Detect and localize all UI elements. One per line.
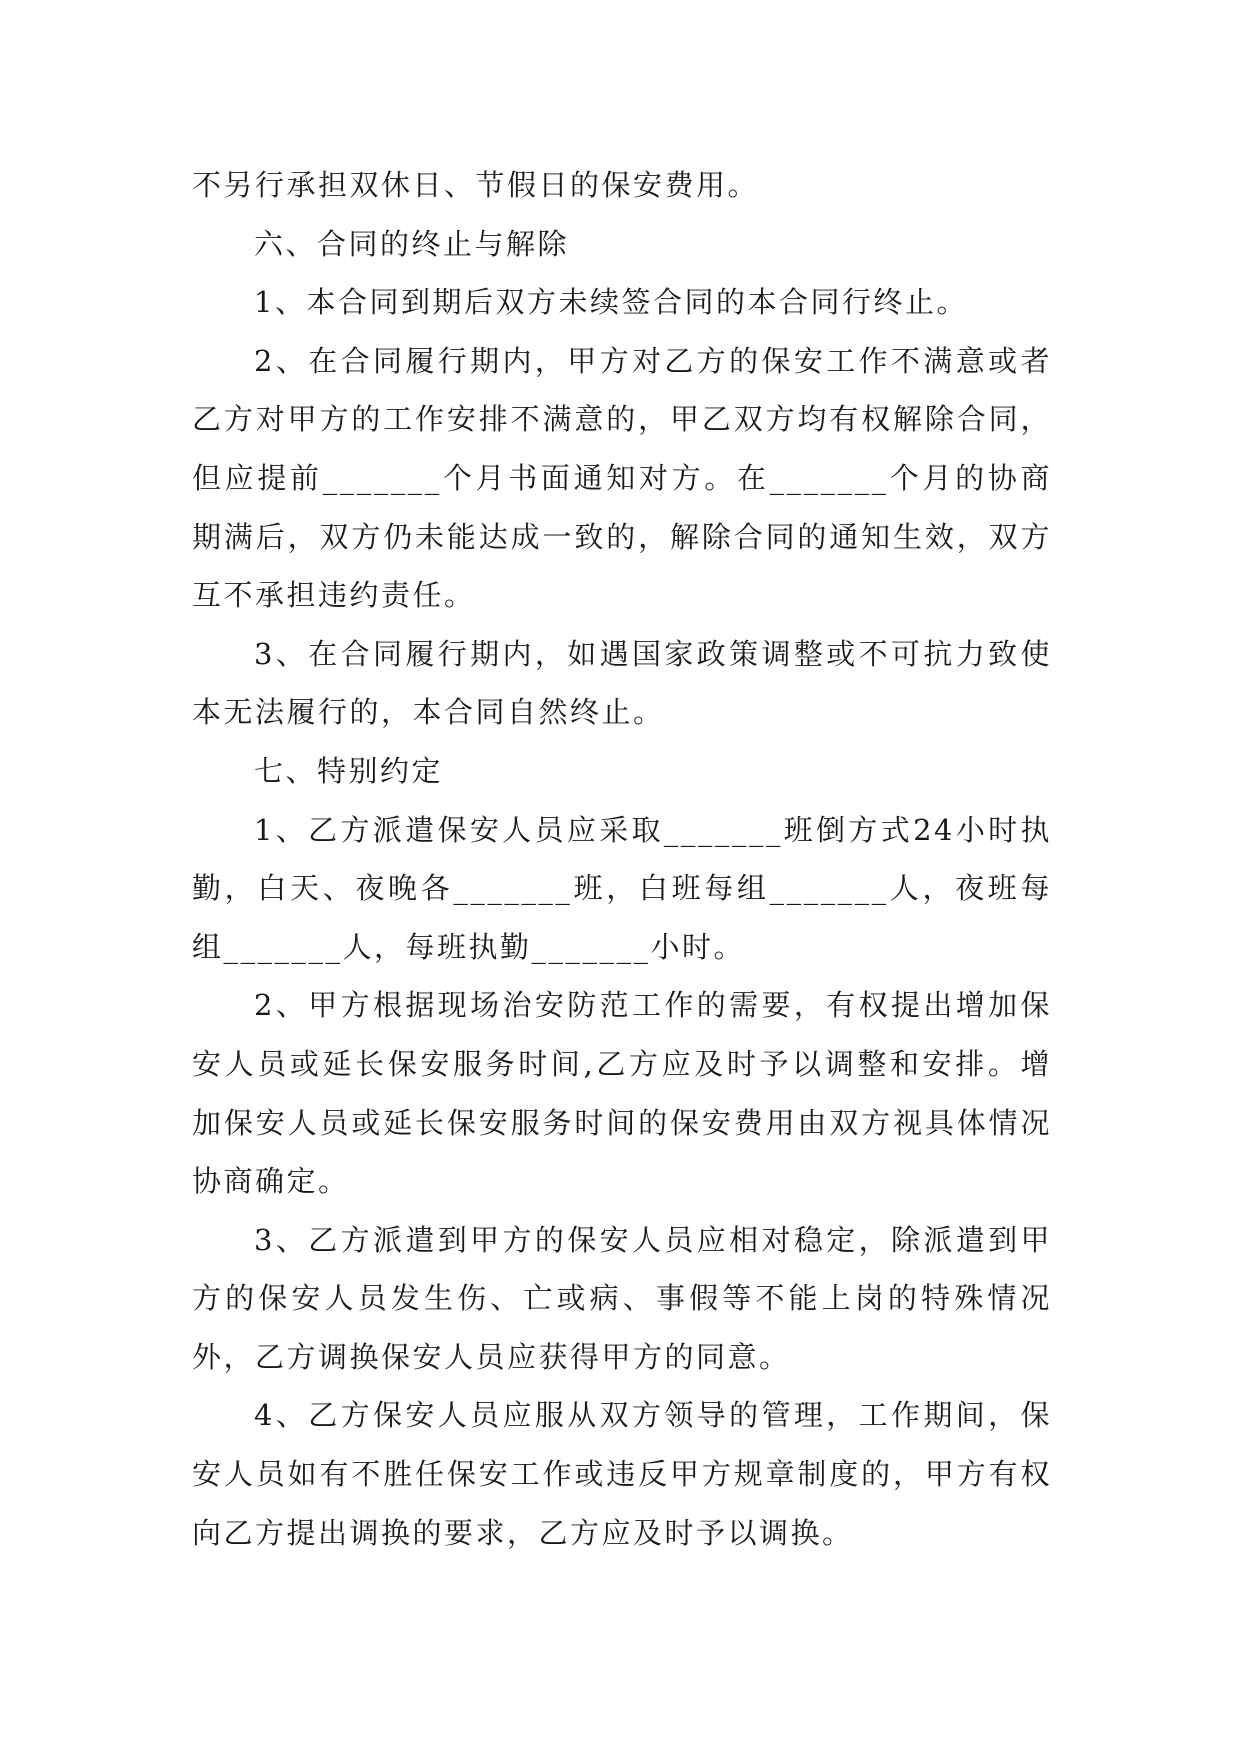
section-heading-special-terms: 七、特别约定 [254,753,444,788]
clause-paragraph: 2、甲方根据现场治安防范工作的需要，有权提出增加保安人员或延长保安服务时间,乙方应及时予以调整和安排。增加保安人员或延长保安服务时间的保安费用由双方视具体情况协商确定。 [192,988,1052,1199]
clause-paragraph: 4、乙方保安人员应服从双方领导的管理，工作期间，保安人员如有不胜任保安工作或违反甲方规章制度的，甲方有权向乙方提出调换的要求，乙方应及时予以调换。 [192,1398,1052,1550]
document-body [192,156,1052,1562]
clause-paragraph: 3、乙方派遣到甲方的保安人员应相对稳定，除派遣到甲方的保安人员发生伤、亡或病、事假等不能上岗的特殊情况外，乙方调换保安人员应获得甲方的同意。 [192,1222,1052,1374]
clause-paragraph: 1、乙方派遣保安人员应采取_______班倒方式24小时执勤，白天、夜晚各_______班，白班每组_______人，夜班每组_______人，每班执勤_______小时。 [192,812,1052,964]
clause-paragraph: 2、在合同履行期内，甲方对乙方的保安工作不满意或者乙方对甲方的工作安排不满意的，甲乙双方均有权解除合同，但应提前_______个月书面通知对方。在_______个月的协商期满后，双方仍未能达成一致的，解除合同的通知生效，双方互不承担违约责任。 [192,343,1052,613]
section-heading-termination: 六、合同的终止与解除 [254,226,570,261]
clause-paragraph: 1、本合同到期后双方未续签合同的本合同行终止。 [254,285,968,320]
paragraph-continuation: 不另行承担双休日、节假日的保安费用。 [192,168,760,202]
clause-paragraph: 3、在合同履行期内，如遇国家政策调整或不可抗力致使本无法履行的，本合同自然终止。 [192,636,1052,730]
